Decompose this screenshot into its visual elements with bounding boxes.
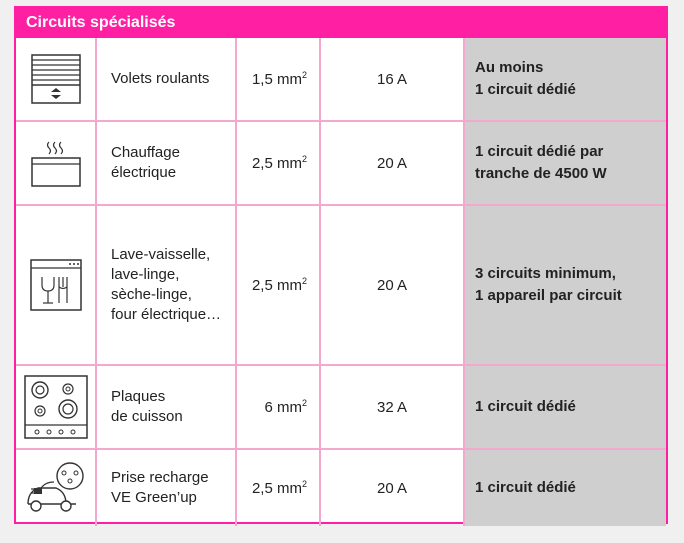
amperage-value: 32 A: [376, 398, 408, 416]
amperage-value: 20 A: [376, 154, 408, 172]
row-label: Chauffage électrique: [111, 144, 180, 181]
section-value: 2,5 $mm^2$: [251, 275, 307, 294]
amperage-value: 20 A: [376, 479, 408, 497]
section-value: 2,5 $mm^2$: [251, 153, 307, 172]
section-value: 6 $mm^2$: [264, 397, 307, 416]
table-row: [16, 122, 666, 206]
row-label: Lave-vaisselle, lave-linge, sèche-linge, four électrique…: [111, 246, 222, 323]
table-row: [16, 366, 666, 450]
rule-text: 1 circuit dédié: [475, 479, 576, 496]
table-title: Circuits spécialisés: [16, 8, 666, 38]
cooktop-icon: [16, 366, 97, 448]
table-row: [16, 450, 666, 526]
row-label: Prise recharge VE Green’up: [111, 469, 209, 506]
ev-charger-icon: [16, 450, 97, 526]
amperage-value: 16 A: [376, 70, 408, 88]
row-label: Plaques de cuisson: [111, 388, 183, 425]
rule-text: 1 circuit dédié: [475, 398, 576, 415]
circuits-table: [14, 6, 668, 524]
section-value: 2,5 $mm^2$: [251, 478, 307, 497]
section-value: 1,5 $mm^2$: [251, 69, 307, 88]
heater-icon: [16, 122, 97, 204]
roller-shutter-icon: [16, 38, 97, 120]
amperage-value: 20 A: [376, 276, 408, 294]
rule-text: 1 circuit dédié par tranche de 4500 W: [475, 143, 607, 182]
row-label: Volets roulants: [111, 70, 210, 87]
table-row: [16, 38, 666, 122]
table-row: [16, 206, 666, 366]
rule-text: 3 circuits minimum, 1 appareil par circuit: [475, 265, 622, 304]
dishwasher-icon: [16, 206, 97, 364]
rule-text: Au moins 1 circuit dédié: [475, 59, 576, 98]
